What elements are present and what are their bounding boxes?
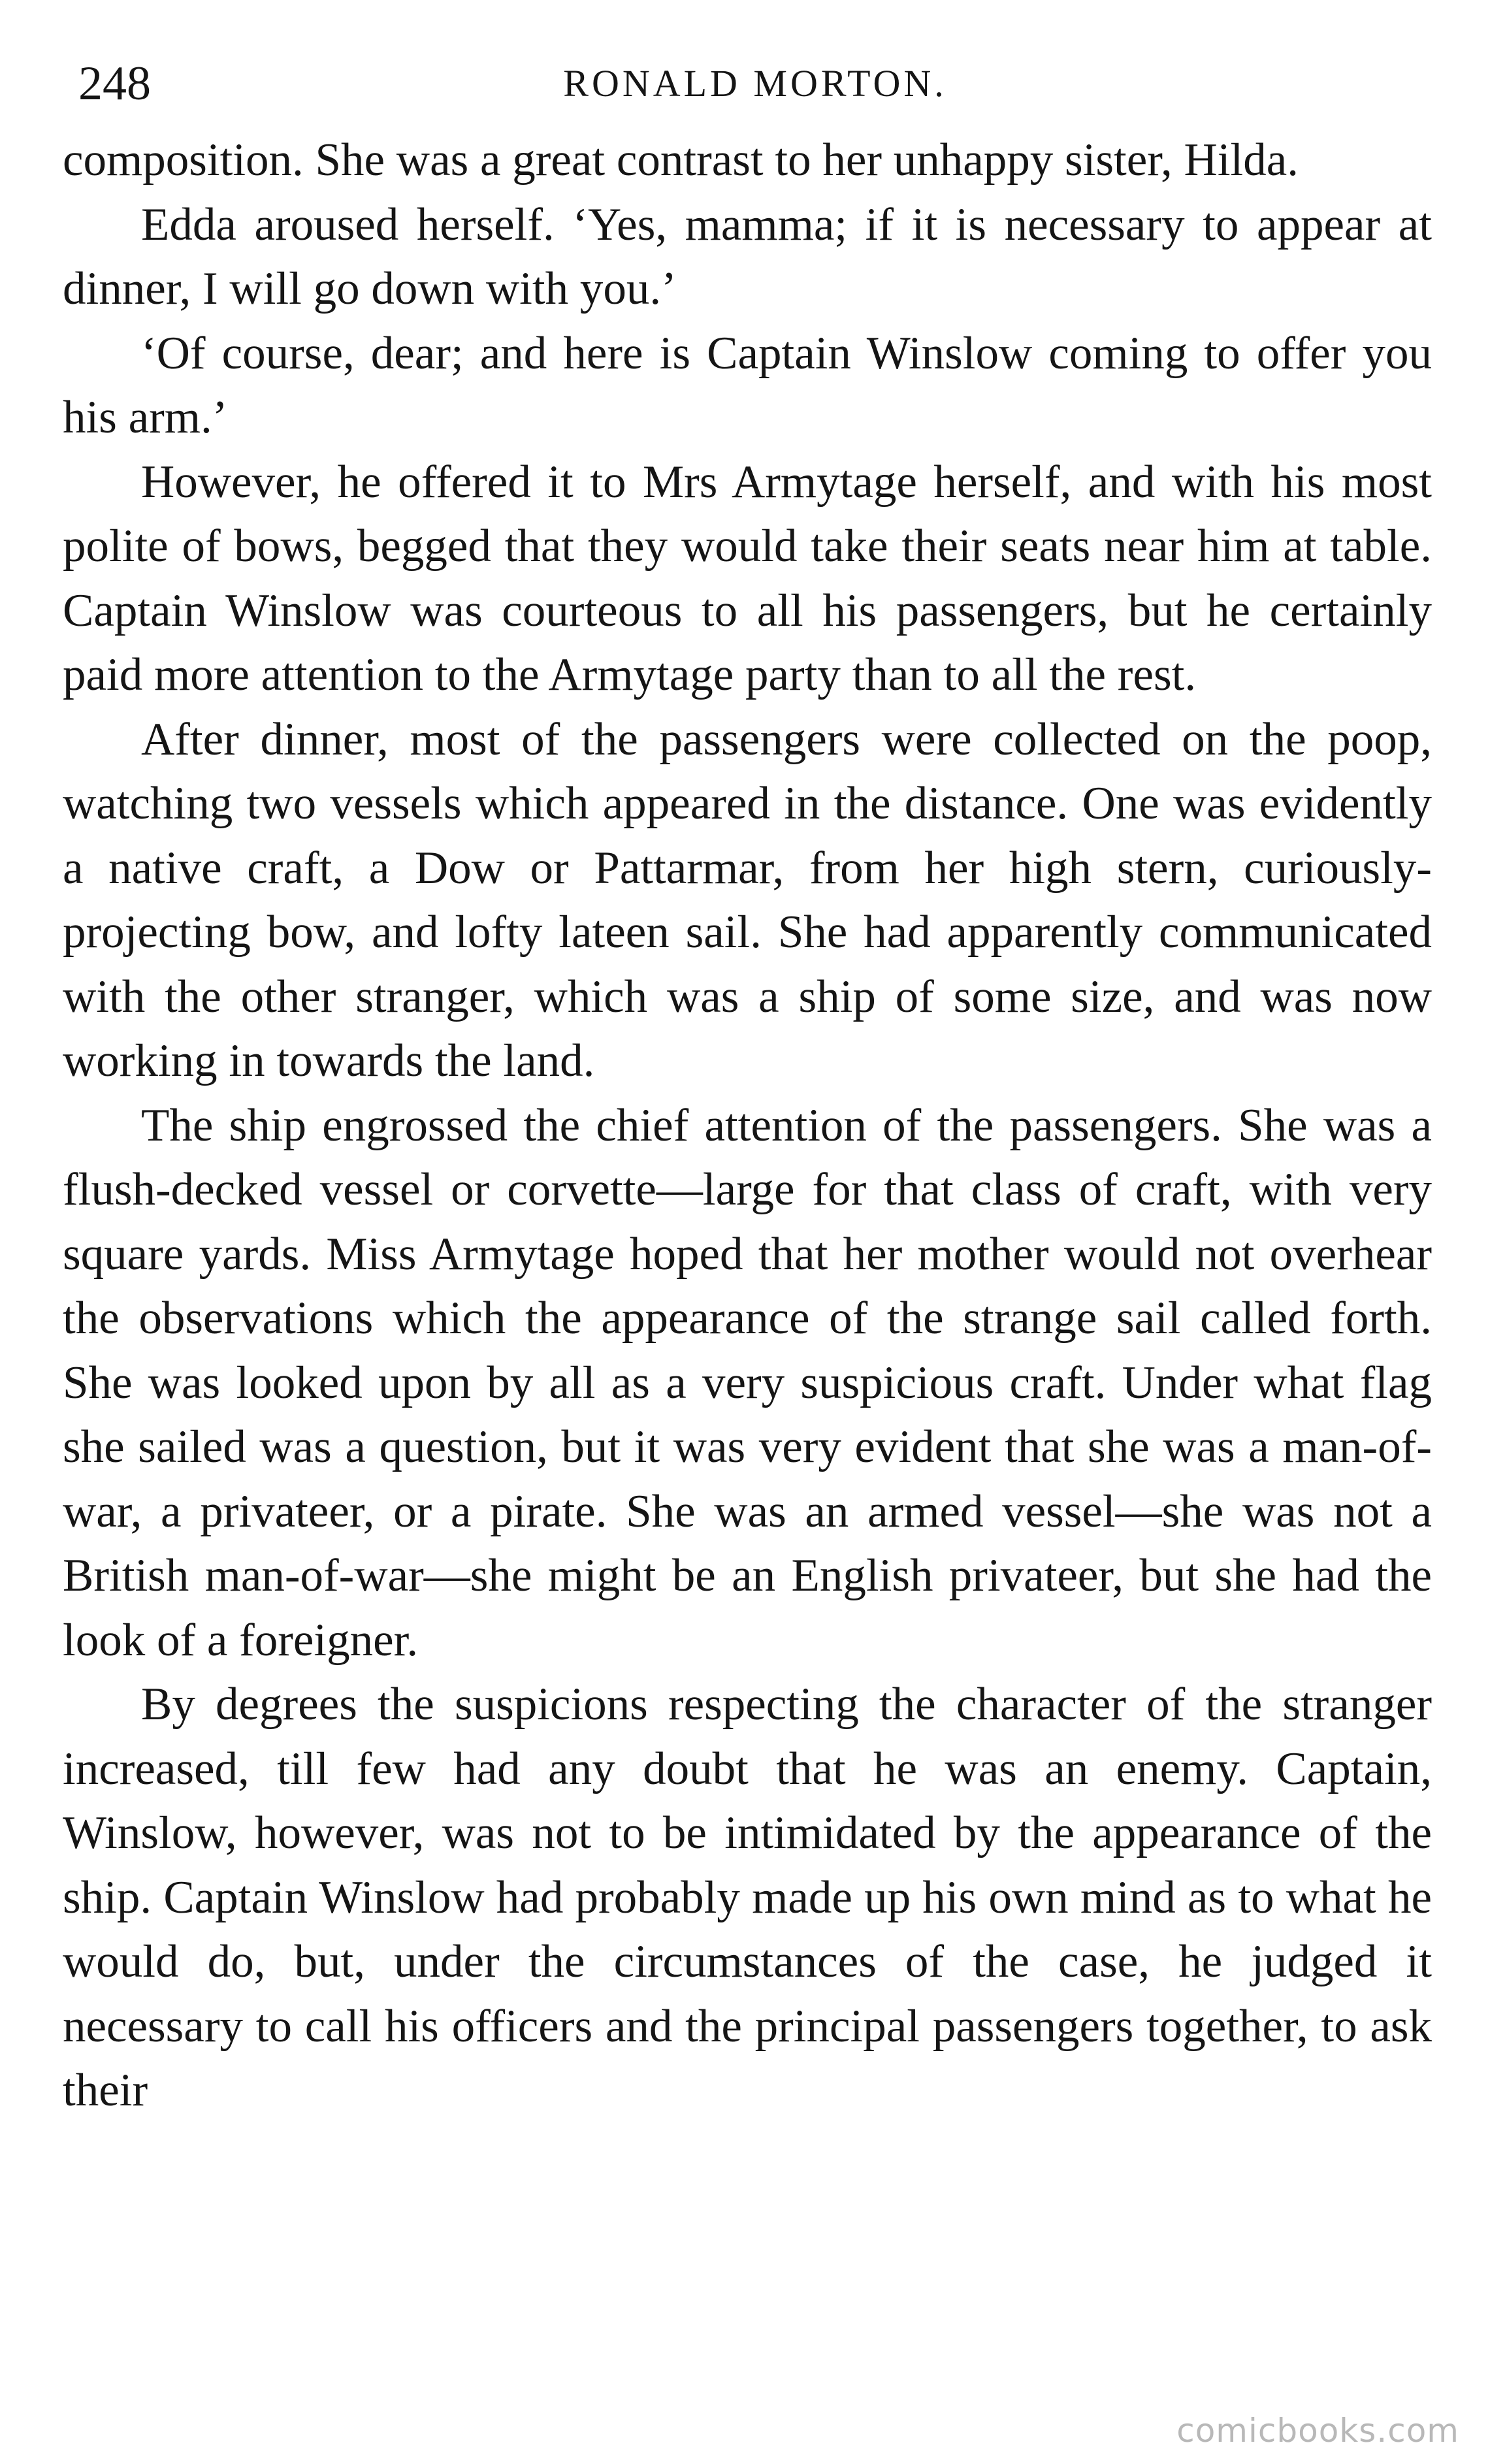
paragraph: ‘Of course, dear; and here is Captain Winslow coming to offer you his arm.’ — [63, 327, 1432, 443]
body-text — [63, 128, 1432, 2123]
paragraph: The ship engrossed the chief attention of the passengers. She was a flush-decked vessel or corvette—large for that class of craft, with very square yards. Miss Armytage hoped that her mother would not overhear the observations which the appearance of the strange sail called forth. She was looked upon by all as a very suspicious craft. Under what flag she sailed was a question, but it was very evident that she was a man-of-war, a privateer, or a pirate. She was an armed vessel—she was not a British man-of-war—she might be an English privateer, but she had the look of a foreigner. — [63, 1099, 1432, 1666]
page-number: 248 — [78, 57, 151, 110]
paragraph: composition. She was a great contrast to her unhappy sister, Hilda. — [63, 135, 1299, 186]
paragraph: After dinner, most of the passengers were collected on the poop, watching two vessels which appeared in the distance. One was evidently a native craft, a Dow or Pattarmar, from her high stern, curiously-projecting bow, and lofty lateen sail. She had apparently communicated with the other stranger, which was a ship of some size, and was now working in towards the land. — [63, 713, 1432, 1086]
running-title: RONALD MORTON. — [563, 62, 947, 105]
paragraph: By degrees the suspicions respecting the character of the stranger increased, till few had any doubt that he was an enemy. Captain, Winslow, however, was not to be intimidated by the appearance of the ship. Captain Winslow had probably made up his own mind as to what he would do, but, under the circumstances of the case, he judged it necessary to call his officers and the principal passengers together, to ask their — [63, 1679, 1432, 2116]
page-header — [63, 44, 1448, 123]
paragraph: However, he offered it to Mrs Armytage herself, and with his most polite of bows, begged that they would take their seats near him at table. Captain Winslow was courteous to all his passengers, but he certainly paid more attention to the Armytage party than to all the rest. — [63, 456, 1432, 700]
paragraph: Edda aroused herself. ‘Yes, mamma; if it is necessary to appear at dinner, I will go down with you.’ — [63, 199, 1432, 314]
watermark: comicbooks.com — [1176, 2412, 1459, 2450]
